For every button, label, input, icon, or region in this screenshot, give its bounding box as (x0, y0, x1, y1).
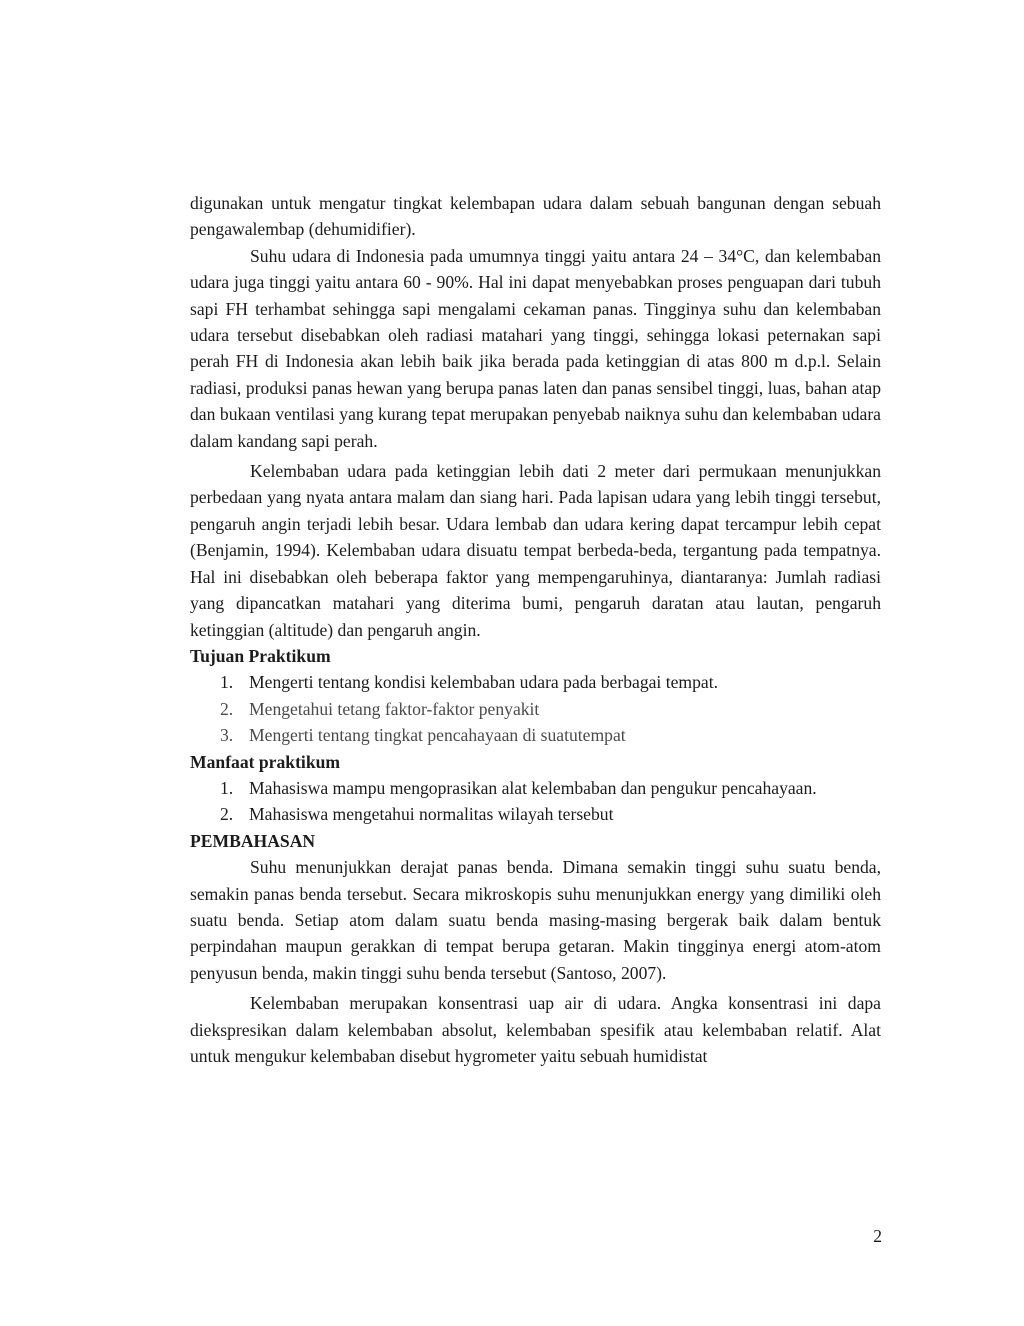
list-item-number: 2. (220, 698, 234, 719)
list-item-text: Mengerti tentang tingkat pencahayaan di suatutempat (249, 725, 626, 746)
list-item (190, 669, 881, 695)
list-item-number: 1. (220, 777, 234, 798)
paragraph-suhu-benda: Suhu menunjukkan derajat panas benda. Dimana semakin tinggi suhu suatu benda, semakin panas benda tersebut. Secara mikroskopis suhu menunjukkan energy yang dimiliki oleh suatu benda. Setiap atom dalam suatu benda masing-masing bergerak baik dalam bentuk perpindahan maupun gerakkan di tempat berupa getaran. Makin tingginya energi atom-atom penyusun benda, makin tinggi suhu benda tersebut (Santoso, 2007). (190, 857, 881, 983)
list-item-text: Mengerti tentang kondisi kelembaban udara pada berbagai tempat. (249, 672, 718, 693)
list-item (190, 722, 881, 748)
list-item-text: Mengetahui tetang faktor-faktor penyakit (249, 698, 540, 719)
page-number: 2 (873, 1226, 882, 1246)
heading-tujuan-praktikum: Tujuan Praktikum (190, 645, 331, 666)
heading-pembahasan: PEMBAHASAN (190, 830, 316, 851)
heading-manfaat-praktikum: Manfaat praktikum (190, 751, 341, 772)
list-tujuan (190, 669, 881, 748)
paragraph-kelembaban-ketinggian: Kelembaban udara pada ketinggian lebih dati 2 meter dari permukaan menunjukkan perbedaan yang nyata antara malam dan siang hari. Pada lapisan udara yang lebih tinggi tersebut, pengaruh angin terjadi lebih besar. Udara lembab dan udara kering dapat tercampur lebih cepat (Benjamin, 1994). Kelembaban udara disuatu tempat berbeda-beda, tergantung pada tempatnya. Hal ini disebabkan oleh beberapa faktor yang mempengaruhinya, diantaranya: Jumlah radiasi yang dipancatkan matahari yang diterima bumi, pengaruh daratan atau lautan, pengaruh ketinggian (altitude) dan pengaruh angin. (190, 461, 881, 640)
list-item-number: 2. (220, 804, 234, 825)
paragraph-dehumidifier: digunakan untuk mengatur tingkat kelembapan udara dalam sebuah bangunan dengan sebuah pengawalembap (dehumidifier). (190, 193, 881, 240)
paragraph-kelembaban-konsentrasi: Kelembaban merupakan konsentrasi uap air di udara. Angka konsentrasi ini dapa diekspresikan dalam kelembaban absolut, kelembaban spesifik atau kelembaban relatif. Alat untuk mengukur kelembaban disebut hygrometer yaitu sebuah humidistat (190, 993, 881, 1066)
list-item (190, 696, 881, 722)
list-item (190, 775, 881, 801)
list-item (190, 801, 881, 827)
list-item-number: 1. (220, 672, 234, 693)
paragraph-suhu-indonesia: Suhu udara di Indonesia pada umumnya tinggi yaitu antara 24 – 34°C, dan kelembaban udara juga tinggi yaitu antara 60 - 90%. Hal ini dapat menyebabkan proses penguapan dari tubuh sapi FH terhambat sehingga sapi mengalami cekaman panas. Tingginya suhu dan kelembaban udara tersebut disebabkan oleh radiasi matahari yang tinggi, sehingga lokasi peternakan sapi perah FH di Indonesia akan lebih baik jika berada pada ketinggian di atas 800 m d.p.l. Selain radiasi, produksi panas hewan yang berupa panas laten dan panas sensibel tinggi, luas, bahan atap dan bukaan ventilasi yang kurang tepat merupakan penyebab naiknya suhu dan kelembaban udara dalam kandang sapi perah. (190, 245, 881, 451)
list-item-number: 3. (220, 725, 234, 746)
list-manfaat (190, 775, 881, 828)
list-item-text: Mahasiswa mampu mengoprasikan alat kelembaban dan pengukur pencahayaan. (249, 777, 817, 798)
page-body (190, 190, 881, 1069)
list-item-text: Mahasiswa mengetahui normalitas wilayah tersebut (249, 804, 614, 825)
